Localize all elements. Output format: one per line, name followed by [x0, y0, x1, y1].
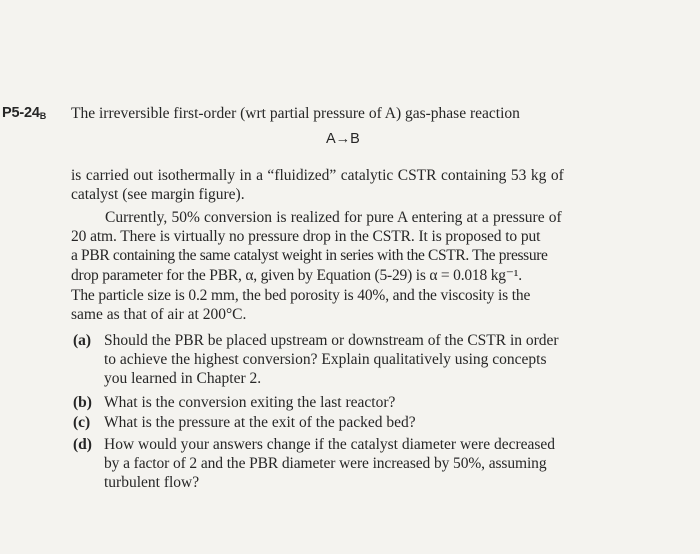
question-a-line-2: to achieve the highest conversion? Explain qualitatively using concepts	[104, 351, 547, 368]
paragraph-2-line-4: drop parameter for the PBR, α, given by Equation (5-29) is α = 0.018 kg⁻¹.	[71, 267, 522, 284]
question-a-label: (a)	[73, 332, 92, 349]
problem-difficulty-subscript: B	[39, 111, 47, 121]
paragraph-2-line-3: a PBR containing the same catalyst weight in series with the CSTR. The pressure	[71, 247, 548, 264]
paragraph-2-line-2: 20 atm. There is virtually no pressure drop in the CSTR. It is proposed to put	[71, 228, 541, 245]
question-c-line-1: What is the pressure at the exit of the packed bed?	[104, 414, 416, 431]
question-b-label: (b)	[73, 394, 92, 411]
problem-number-main: P5-24	[2, 105, 40, 121]
question-d-label: (d)	[73, 436, 92, 453]
question-b-line-1: What is the conversion exiting the last reactor?	[104, 394, 396, 411]
paragraph-1-line-1: is carried out isothermally in a “fluidized” catalytic CSTR containing 53 kg of	[71, 167, 564, 184]
question-d-line-1: How would your answers change if the catalyst diameter were decreased	[104, 436, 556, 453]
question-d-line-3: turbulent flow?	[104, 474, 200, 491]
paragraph-1-line-2: catalyst (see margin figure).	[71, 186, 245, 203]
paragraph-2-line-5: The particle size is 0.2 mm, the bed porosity is 40%, and the viscosity is the	[71, 287, 531, 304]
reaction-equation: A→B	[326, 131, 360, 147]
question-a-line-3: you learned in Chapter 2.	[104, 370, 262, 387]
problem-number	[2, 104, 46, 126]
question-a-line-1: Should the PBR be placed upstream or downstream of the CSTR in order	[104, 332, 559, 349]
paragraph-2-line-1: Currently, 50% conversion is realized for pure A entering at a pressure of	[105, 209, 562, 226]
paragraph-2-line-6: same as that of air at 200°C.	[71, 306, 247, 323]
problem-intro-line: The irreversible first-order (wrt partial pressure of A) gas-phase reaction	[71, 105, 520, 122]
question-c-label: (c)	[73, 414, 91, 431]
question-d-line-2: by a factor of 2 and the PBR diameter were increased by 50%, assuming	[104, 455, 547, 472]
